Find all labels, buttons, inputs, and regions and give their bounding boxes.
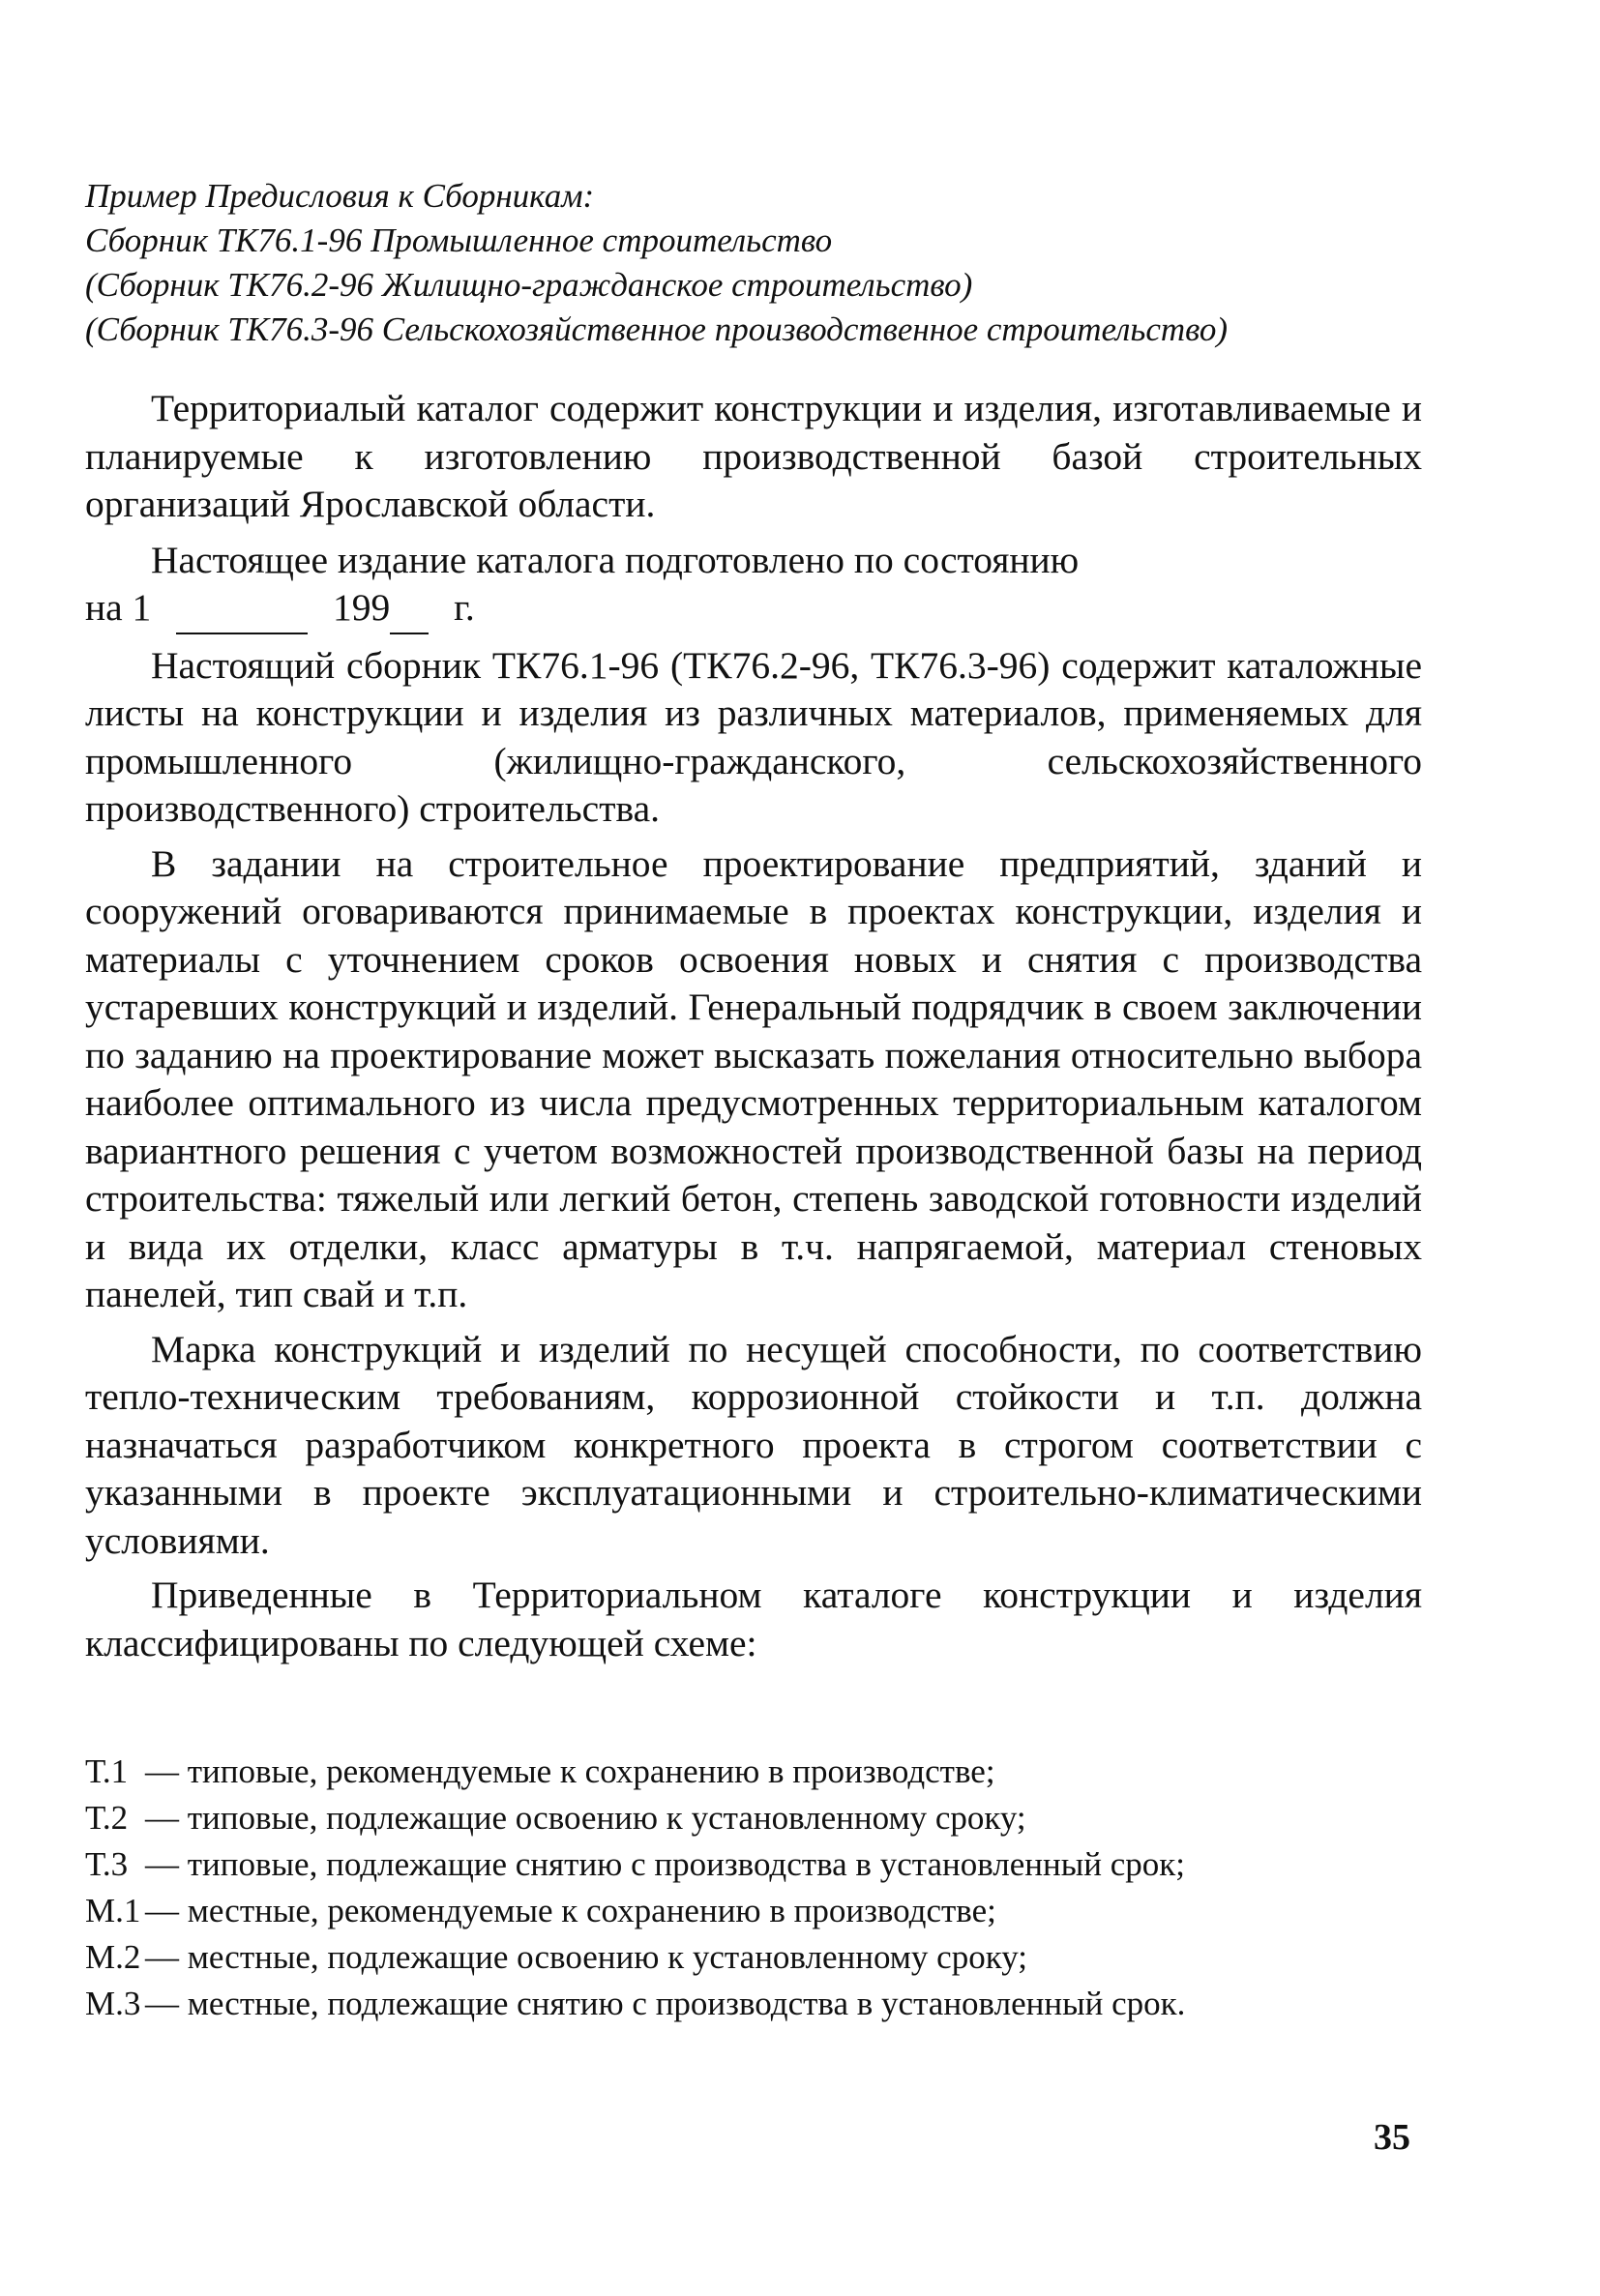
- classification-list: [85, 1749, 1439, 2027]
- class-description: — местные, подлежащие снятию с производства в установленный срок.: [145, 1985, 1186, 2022]
- class-code: Т.2: [85, 1799, 129, 1837]
- header-line: Сборник ТК76.1-96 Промышленное строительство: [85, 221, 833, 259]
- list-item: [85, 1795, 1439, 1841]
- class-description: — типовые, рекомендуемые к сохранению в производстве;: [145, 1752, 995, 1790]
- class-description: — типовые, подлежащие снятию с производства в установленный срок;: [145, 1845, 1186, 1883]
- edition-date-line: [85, 584, 1422, 634]
- paragraph-design-assignment: В задании на строительное проектирование предприятий, зданий и сооружений оговариваются принимаемые в проектах конструкции, изделия и материалы с уточнением сроков освоения новых и снятия с производства устаревших конструкций и изделий. Генеральный подрядчик в своем заключении по заданию на проектирование может высказать пожелания относительно выбора наиболее оптимального из числа предусмотренных территориальным каталогом вариантного решения с учетом возможностей производственной базы на период строительства: тяжелый или легкий бетон, степень заводской готовности изделий и вида их отделки, класс арматуры в т.ч. напрягаемой, материал стеновых панелей, тип свай и т.п.: [85, 841, 1422, 1315]
- preface-body: [85, 385, 1422, 1674]
- page-number: 35: [1374, 2117, 1410, 2158]
- class-code: М.3: [85, 1985, 141, 2022]
- year-blank: [390, 584, 429, 634]
- class-code: Т.1: [85, 1752, 129, 1790]
- header-line: (Сборник ТК76.2-96 Жилищно-гражданское строительство): [85, 266, 973, 304]
- class-code: М.2: [85, 1938, 141, 1976]
- day-month-blank: [176, 584, 308, 634]
- collection-header: [85, 174, 1439, 352]
- paragraph-catalog-scope: Территориалый каталог содержит конструкции и изделия, изготавливаемые и планируемые к изготовлению производственной базой строительных организаций Ярославской области.: [85, 387, 1422, 525]
- class-description: — местные, подлежащие освоению к установленному сроку;: [145, 1938, 1027, 1976]
- class-description: — типовые, подлежащие освоению к установленному сроку;: [145, 1799, 1026, 1837]
- edition-date-suffix: г.: [454, 586, 475, 629]
- list-item: [85, 1934, 1439, 1981]
- list-item: [85, 1888, 1439, 1934]
- list-item: [85, 1981, 1439, 2027]
- class-code: Т.3: [85, 1845, 129, 1883]
- list-item: [85, 1841, 1439, 1888]
- paragraph-collection-content: Настоящий сборник ТК76.1-96 (ТК76.2-96, ТК76.3-96) содержит каталожные листы на конструкции и изделия из различных материалов, применяемых для промышленного (жилищно-гражданского, сельскохозяйственного производственного) строительства.: [85, 643, 1422, 830]
- class-description: — местные, рекомендуемые к сохранению в производстве;: [145, 1892, 996, 1929]
- class-code: М.1: [85, 1892, 141, 1929]
- edition-date-prefix: на 1: [85, 586, 152, 629]
- paragraph-classification-intro: Приведенные в Территориальном каталоге конструкции и изделия классифицированы по следующей схеме:: [85, 1574, 1422, 1664]
- header-line: Пример Предисловия к Сборникам:: [85, 177, 595, 215]
- paragraph-edition-date: Настоящее издание каталога подготовлено по состоянию: [151, 538, 1080, 581]
- list-item: [85, 1749, 1439, 1795]
- paragraph-grade-assignment: Марка конструкций и изделий по несущей способности, по соответствию тепло-техническим требованиям, коррозионной стойкости и т.п. должна назначаться разработчиком конкретного проекта в строгом соответствии с указанными в проекте эксплуатационными и строительно-климатическими условиями.: [85, 1327, 1422, 1562]
- header-line: (Сборник ТК76.3-96 Сельскохозяйственное производственное строительство): [85, 310, 1229, 348]
- edition-year: 199: [333, 586, 391, 629]
